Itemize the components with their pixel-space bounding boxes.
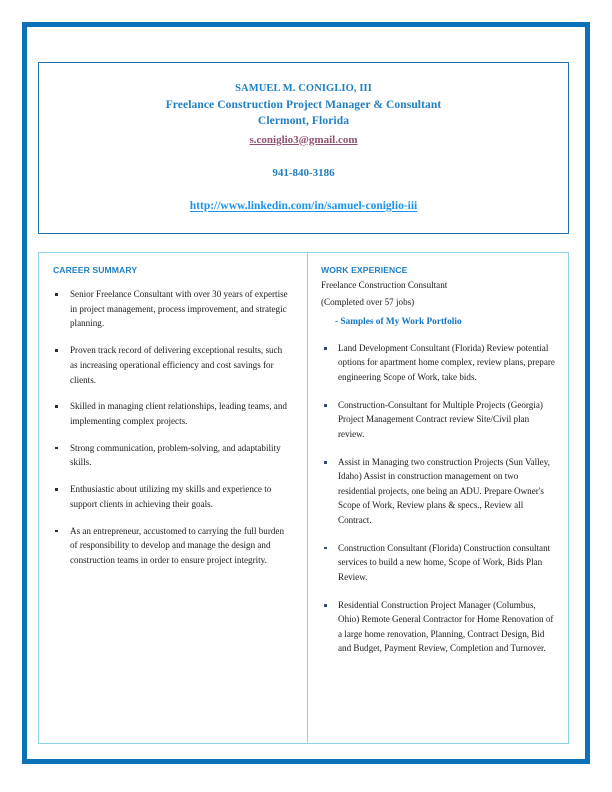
email-line [39,130,568,148]
career-summary-column [39,253,308,743]
work-experience-role: Freelance Construction Consultant [321,280,448,290]
linkedin-link[interactable]: http://www.linkedin.com/in/samuel-coniglio-iii [189,199,418,212]
linkedin-line [39,179,568,214]
list-item: Land Development Consultant (Florida) Review potential options for apartment home complex, review plans, prepare engineering Scope of Work, take bids. [321,341,556,384]
candidate-title: Freelance Construction Project Manager & Consultant [165,98,442,111]
work-experience-jobs-count: (Completed over 57 jobs) [321,297,415,308]
list-item: Residential Construction Project Manager (Columbus, Ohio) Remote General Contractor for Home Renovation of a large home renovation, Planning, Contract Design, Bid and Budget, Payment Review, Completion and Turnover. [321,598,556,655]
contact-header-box [38,62,569,234]
list-item: Proven track record of delivering exceptional results, such as increasing operational efficiency and cost savings for clients. [53,343,291,387]
list-item: Enthusiastic about utilizing my skills and experience to support clients in achieving their goals. [53,482,291,511]
work-portfolio-label: - Samples of My Work Portfolio [335,316,462,327]
career-summary-heading: CAREER SUMMARY [53,265,138,275]
work-experience-column [308,253,568,743]
list-item: As an entrepreneur, accustomed to carrying the full burden of responsibility to develop and manage the design and construction teams in order to ensure project integrity. [53,524,291,568]
phone-number: 941-840-3186 [272,166,335,179]
list-item: Assist in Managing two construction Projects (Sun Valley, Idaho) Assist in construction management on two residential projects, one being an ADU. Prepare Owner's Scope of Work, Review plans & specs., Review all Contract. [321,455,556,527]
career-summary-list [53,287,291,568]
email-link[interactable]: s.coniglio3@gmail.com [249,133,358,146]
list-item: Construction-Consultant for Multiple Projects (Georgia) Project Management Contract review Site/Civil plan review. [321,398,556,441]
list-item: Skilled in managing client relationships, leading teams, and implementing complex projects. [53,399,291,428]
list-item: Construction Consultant (Florida) Construction consultant services to build a new home, Scope of Work, Bids Plan Review. [321,541,556,584]
list-item: Senior Freelance Consultant with over 30 years of expertise in project management, process improvement, and strategic planning. [53,287,291,331]
list-item: Strong communication, problem-solving, and adaptability skills. [53,441,291,470]
resume-body-box [38,252,569,744]
work-experience-heading: WORK EXPERIENCE [321,265,408,275]
work-experience-list [321,341,556,655]
candidate-location: Clermont, Florida [257,115,350,128]
candidate-name: SAMUEL M. CONIGLIO, III [235,83,372,94]
